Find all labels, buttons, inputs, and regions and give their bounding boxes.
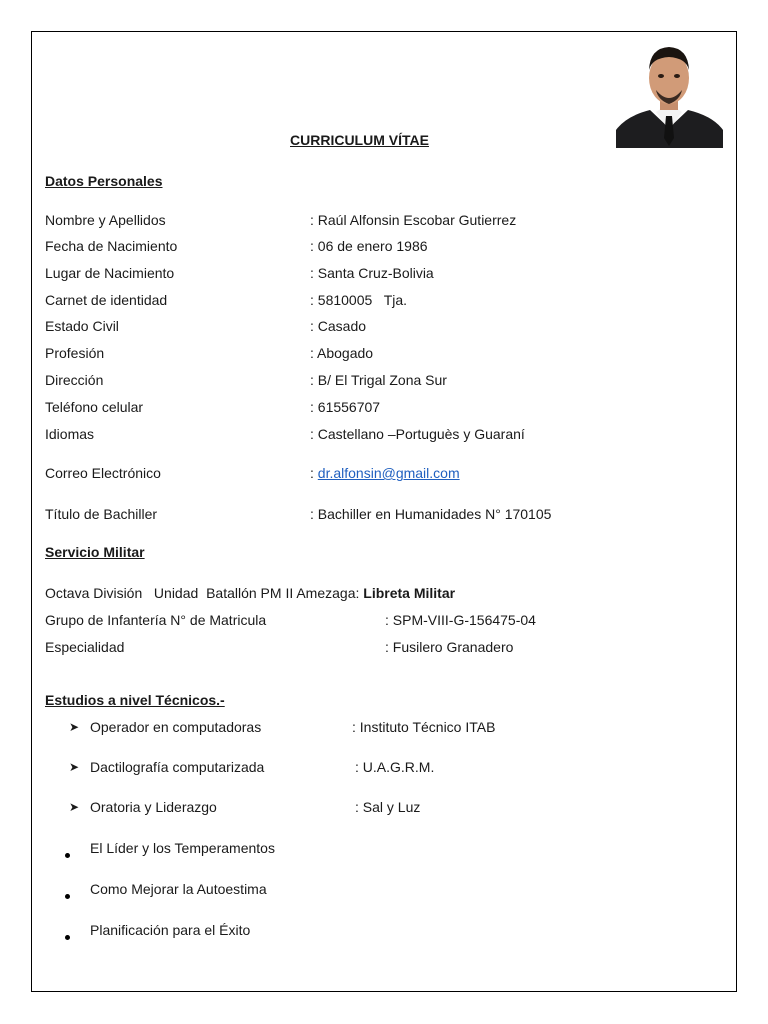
study-item-label: Dactilografía computarizada [90, 759, 265, 775]
label-direccion: Dirección [45, 372, 104, 388]
study-item-value: : U.A.G.R.M. [355, 759, 435, 775]
military-unit-label: Octava División Unidad Batallón PM II Amezaga: [45, 585, 364, 601]
arrow-bullet-icon: ➤ [69, 720, 80, 734]
email-prefix: : [310, 465, 318, 481]
label-lugar-nacimiento: Lugar de Nacimiento [45, 265, 175, 281]
value-fecha-nacimiento: : 06 de enero 1986 [310, 238, 428, 254]
value-direccion: : B/ El Trigal Zona Sur [310, 372, 447, 388]
course-item: Como Mejorar la Autoestima [90, 881, 267, 897]
course-item: Planificación para el Éxito [90, 922, 251, 938]
course-item: El Líder y los Temperamentos [90, 840, 275, 856]
study-item-value: : Instituto Técnico ITAB [352, 719, 496, 735]
value-profesion: : Abogado [310, 345, 374, 361]
section-heading-military: Servicio Militar [45, 544, 145, 560]
label-telefono: Teléfono celular [45, 399, 144, 415]
label-profesion: Profesión [45, 345, 105, 361]
value-telefono: : 61556707 [310, 399, 381, 415]
value-estado-civil: : Casado [310, 318, 367, 334]
value-titulo-bachiller: : Bachiller en Humanidades N° 170105 [310, 506, 552, 522]
value-nombre: : Raúl Alfonsin Escobar Gutierrez [310, 212, 517, 228]
label-estado-civil: Estado Civil [45, 318, 119, 334]
military-booklet-label: Libreta Militar [363, 585, 456, 601]
value-lugar-nacimiento: : Santa Cruz-Bolivia [310, 265, 434, 281]
round-bullet-icon [65, 886, 70, 902]
label-titulo-bachiller: Título de Bachiller [45, 506, 158, 522]
study-item-value: : Sal y Luz [355, 799, 421, 815]
section-heading-personal: Datos Personales [45, 173, 163, 189]
email-link[interactable]: dr.alfonsin@gmail.com [317, 465, 460, 481]
value-idiomas: : Castellano –Portuguès y Guaraní [310, 426, 525, 442]
label-correo: Correo Electrónico [45, 465, 161, 481]
military-unit-line [45, 585, 455, 601]
label-grupo-infanteria: Grupo de Infantería N° de Matricula [45, 612, 267, 628]
label-fecha-nacimiento: Fecha de Nacimiento [45, 238, 178, 254]
label-carnet: Carnet de identidad [45, 292, 168, 308]
label-nombre: Nombre y Apellidos [45, 212, 166, 228]
section-heading-studies: Estudios a nivel Técnicos.- [45, 692, 225, 708]
value-carnet: : 5810005 Tja. [310, 292, 408, 308]
value-especialidad: : Fusilero Granadero [385, 639, 514, 655]
arrow-bullet-icon: ➤ [69, 760, 80, 774]
label-especialidad: Especialidad [45, 639, 125, 655]
round-bullet-icon [65, 845, 70, 861]
study-item-label: Oratoria y Liderazgo [90, 799, 217, 815]
study-item-label: Operador en computadoras [90, 719, 262, 735]
value-correo [310, 465, 460, 481]
page-title: CURRICULUM VÍTAE [290, 132, 429, 148]
arrow-bullet-icon: ➤ [69, 800, 80, 814]
label-idiomas: Idiomas [45, 426, 95, 442]
profile-photo [616, 38, 723, 148]
round-bullet-icon [65, 927, 70, 943]
value-matricula: : SPM-VIII-G-156475-04 [385, 612, 536, 628]
